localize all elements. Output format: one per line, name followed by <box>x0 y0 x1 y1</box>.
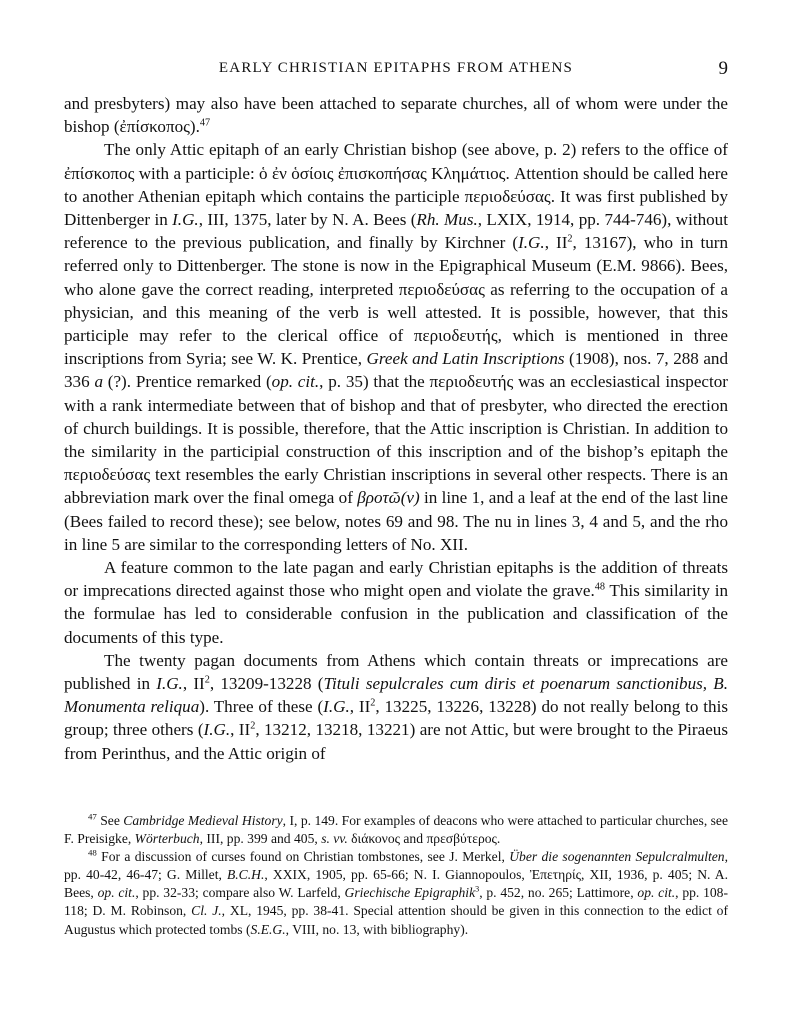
citation-italic: Über die sogenannten Sepulcralmulten <box>509 849 725 865</box>
text-span: , 13225, 13226, 13228) do not really belong to this group; three others ( <box>64 697 729 740</box>
edition-superscript: 3 <box>475 884 480 894</box>
text-span: , III, 1375, later by N. A. Bees ( <box>198 210 417 230</box>
citation-italic: Greek and Latin Inscriptions <box>366 349 565 369</box>
text-span: . <box>496 831 501 847</box>
text-span: as referring to the occupation of a physician, and this meaning of the verb is well attested. It is possible, however, that this participle may refer to the clerical office of <box>64 279 728 346</box>
text-span: . It was first published by Dittenberger in <box>64 186 728 230</box>
text-span: in line 1, and a leaf at the end of the last line (Bees failed to record these); see below, notes 69 and 98. The nu in lines 3, 4 and 5, and the rho in line 5 are similar to the corresponding letters of No. XII. <box>64 488 728 554</box>
text-span: text resembles the early Christian inscriptions in several other respects. There is an abbreviation mark over the final omega of <box>64 465 728 508</box>
text-span: and presbyters) may also have been attached to separate churches, all of whom were under the bishop (ἐπίσκοπος). <box>64 94 728 137</box>
greek-term: ἐπίσκοπος <box>64 163 135 183</box>
greek-term: βροτῶ(ν) <box>357 488 420 508</box>
text-span: This similarity in the formulae has led to considerable confusion in the publication and classification of the documents of this type. <box>64 581 729 647</box>
running-title: EARLY CHRISTIAN EPITAPHS FROM ATHENS <box>218 60 574 76</box>
text-span: , XII, 1936, p. 405; N. A. Bees, <box>64 867 728 901</box>
text-span: (1908), nos. 7, 288 and 336 <box>64 349 729 392</box>
text-span: The only Attic epitaph of an early Christian bishop (see above, p. 2) refers to the office of <box>104 140 728 160</box>
citation-italic: Cambridge Medieval History <box>123 813 283 828</box>
text-span: , III, pp. 399 and 405, <box>199 831 322 847</box>
greek-term: πρεσβύτερος <box>426 831 497 847</box>
footnote-ref-47[interactable]: 47 <box>199 117 211 129</box>
edition-superscript: 2 <box>370 697 376 709</box>
text-span: , 13209-13228 ( <box>209 674 324 694</box>
text-span: , I, p. 149. For examples of deacons who were attached to particular churches, see F. Preisigke, <box>64 813 728 847</box>
citation-italic: a <box>94 372 103 392</box>
edition-superscript: 2 <box>204 674 210 686</box>
text-span: , 13212, 13218, 13221) are not Attic, but were brought to the Piraeus from Perinthus, and the Attic origin of <box>64 720 728 763</box>
text-span: , II <box>349 697 371 717</box>
text-span: , II <box>230 720 251 740</box>
citation-italic: s. vv. <box>321 831 348 847</box>
page-number: 9 <box>718 58 728 79</box>
citation-italic: op. cit. <box>637 885 676 901</box>
text-span: The twenty pagan documents from Athens which contain threats or imprecations are published in <box>64 650 728 694</box>
greek-phrase: ὁ ἐν ὁσίοις ἐπισκοπήσας Κλημάτιος <box>259 163 506 183</box>
edition-superscript: 2 <box>250 720 256 732</box>
citation-italic: I.G. <box>518 233 545 253</box>
citation-italic: Griechische Epigraphik <box>344 885 476 901</box>
paragraph-1 <box>64 92 728 138</box>
text-span: was an ecclesiastical inspector with a rank intermediate between that of bishop and that of presbyter, who directed the erection of church buildings. It is possible, therefore, that the Attic inscription is Christian. In addition to the similarity in the participial construction of this inscription and of the bishop’s epitaph the <box>64 372 729 462</box>
text-span: and <box>400 831 427 847</box>
text-span: , XL, 1945, pp. 38-41. Special attention should be given in this connection to the edict of Augustus which protected tombs ( <box>64 903 728 937</box>
citation-italic: S.E.G. <box>250 921 286 937</box>
citation-italic: Cl. J. <box>191 903 222 919</box>
text-span: , II <box>182 674 205 694</box>
greek-term: περιοδευτής <box>429 372 514 392</box>
paragraph-2 <box>64 138 728 556</box>
footnote-ref-48[interactable]: 48 <box>594 581 605 593</box>
text-span: , XXIX, 1905, pp. 65-66; N. I. Giannopoulos, <box>264 867 530 883</box>
footnote-48 <box>64 848 728 938</box>
citation-italic: op. cit. <box>271 372 320 392</box>
footnote-number: 48 <box>88 847 97 858</box>
citation-italic: I.G. <box>203 720 231 740</box>
text-span: , which is mentioned in three inscriptions from Syria; see W. K. Prentice, <box>64 326 728 369</box>
citation-italic: Tituli sepulcrales cum diris et poenarum sanctionibus, B. Monumenta reliqua <box>64 674 728 717</box>
text-span: For a discussion of curses found on Christian tombstones, see J. Merkel, <box>96 849 510 865</box>
footnote-47 <box>64 812 728 848</box>
text-span: , VIII, no. 13, with bibliography). <box>285 921 469 937</box>
text-span: , II <box>544 233 568 253</box>
citation-italic: B.C.H. <box>226 867 265 883</box>
text-span: A feature common to the late pagan and early Christian epitaphs is the addition of threats or imprecations directed against those who might open and violate the grave. <box>64 558 728 601</box>
text-span: ). Three of these ( <box>199 697 324 717</box>
text-span: , pp. 108-118; D. M. Robinson, <box>64 885 729 919</box>
greek-term: Ἐπετηρίς <box>529 867 582 883</box>
text-span: See <box>96 813 124 828</box>
text-span: , p. 452, no. 265; Lattimore, <box>479 885 638 901</box>
citation-italic: Rh. Mus. <box>416 210 478 230</box>
greek-term: περιοδευτής <box>413 326 498 346</box>
edition-superscript: 2 <box>567 233 573 245</box>
citation-italic: op. cit. <box>97 885 136 901</box>
text-span: (?). Prentice remarked ( <box>102 372 272 392</box>
greek-term: περιοδεύσας <box>64 465 151 485</box>
text-span: , pp. 32-33; compare also W. Larfeld, <box>135 885 345 901</box>
text-span: , pp. 40-42, 46-47; G. Millet, <box>64 849 728 883</box>
footnotes <box>64 812 728 939</box>
text-span: . Attention should be called here to another Athenian epitaph which contains the participle <box>64 163 728 206</box>
citation-italic: Wörterbuch <box>134 831 200 847</box>
page-header <box>64 58 728 82</box>
citation-italic: I.G. <box>156 674 183 694</box>
citation-italic: I.G. <box>323 697 350 717</box>
greek-term: διάκονος <box>351 831 400 847</box>
text-span: , p. 35) that the <box>319 372 430 392</box>
text-span: , LXIX, 1914, pp. 744-746), without reference to the previous publication, and finally by Kirchner ( <box>64 210 728 253</box>
text-span: with a participle: <box>134 163 260 183</box>
main-text <box>64 92 728 765</box>
citation-italic: I.G. <box>172 210 199 230</box>
greek-term: περιοδεύσας <box>398 279 485 299</box>
greek-term: περιοδεύσας <box>464 186 551 206</box>
paragraph-4 <box>64 649 728 765</box>
footnote-number: 47 <box>88 811 97 822</box>
paragraph-3 <box>64 556 728 649</box>
text-span: , 13167), who in turn referred only to Dittenberger. The stone is now in the Epigraphical Museum (E.M. 9866). Bees, who alone gave the correct reading, interpreted <box>64 233 728 299</box>
